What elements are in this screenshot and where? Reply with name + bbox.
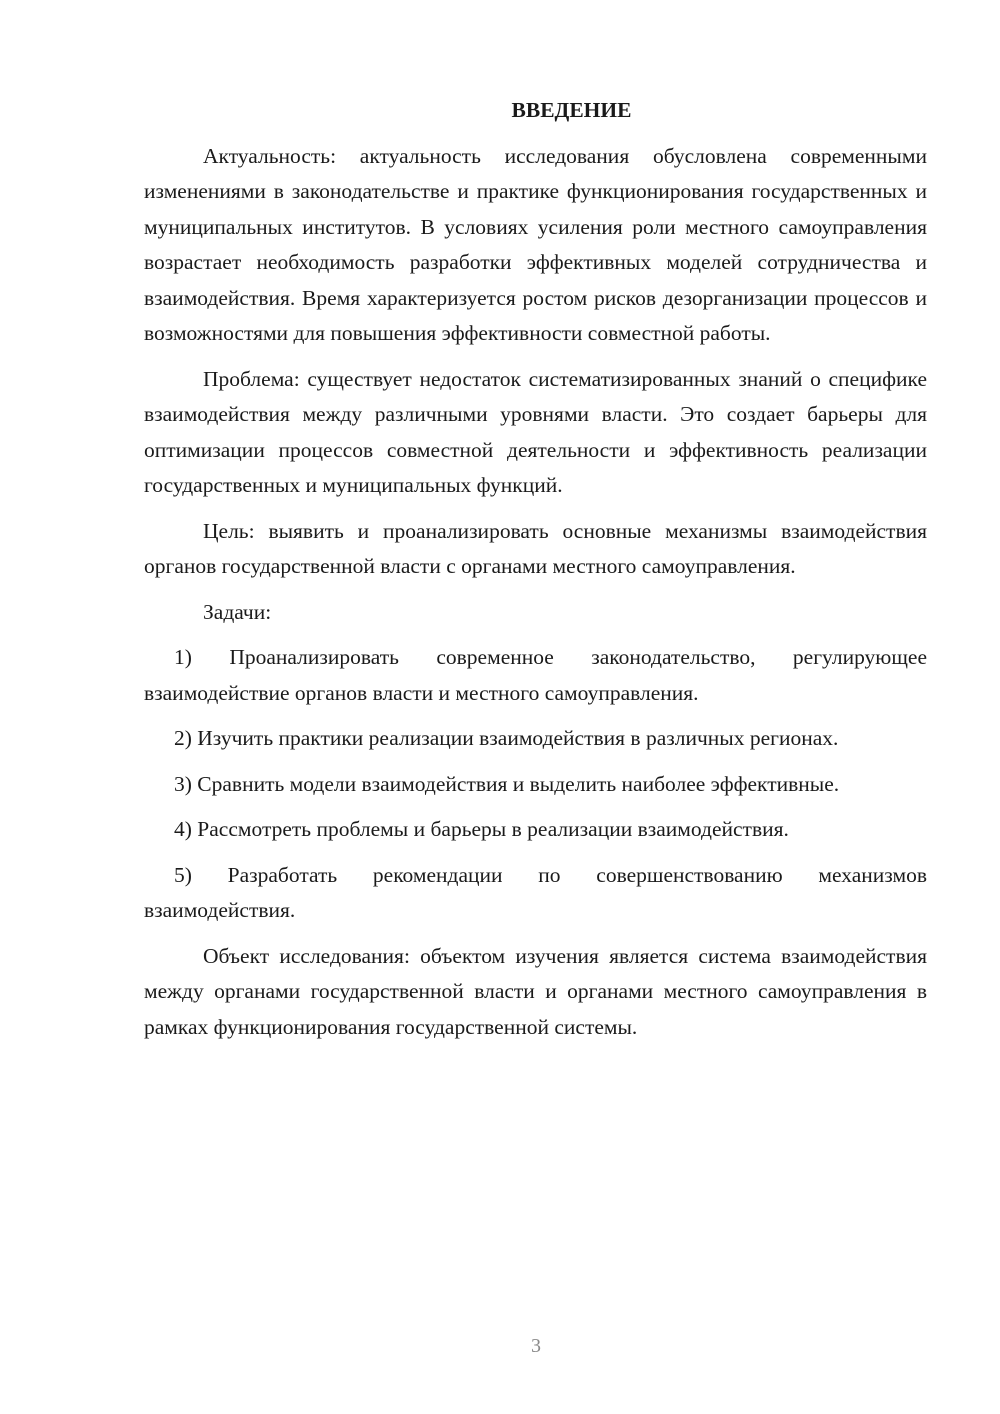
paragraph-relevance: Актуальность: актуальность исследования обусловлена современными изменениями в законодательстве и практике функционирования государственных и муниципальных институтов. В условиях усиления роли местного самоуправления возрастает необходимость разработки эффективных моделей сотрудничества и взаимодействия. Время характеризуется ростом рисков дезорганизации процессов и возможностями для повышения эффективности совместной работы. [144, 143, 927, 345]
task-item-5: 5) Разработать рекомендации по совершенствованию механизмов взаимодействия. [144, 862, 927, 922]
page-content [144, 93, 927, 1045]
paragraph-tasks-heading: Задачи: [203, 599, 272, 624]
task-item-2: 2) Изучить практики реализации взаимодействия в различных регионах. [174, 726, 839, 750]
section-title: ВВЕДЕНИЕ [511, 98, 632, 122]
paragraph-problem: Проблема: существует недостаток систематизированных знаний о специфике взаимодействия между различными уровнями власти. Это создает барьеры для оптимизации процессов совместной деятельности и эффективность реализации государственных и муниципальных функций. [144, 366, 927, 497]
page-number: 3 [531, 1335, 541, 1357]
paragraph-object: Объект исследования: объектом изучения является система взаимодействия между органами государственной власти и органами местного самоуправления в рамках функционирования государственной системы. [144, 943, 927, 1039]
paragraph-goal: Цель: выявить и проанализировать основные механизмы взаимодействия органов государственной власти с органами местного самоуправления. [144, 518, 927, 578]
task-item-1: 1) Проанализировать современное законодательство, регулирующее взаимодействие органов власти и местного самоуправления. [144, 645, 927, 705]
task-item-3: 3) Сравнить модели взаимодействия и выделить наиболее эффективные. [174, 771, 840, 796]
task-item-4: 4) Рассмотреть проблемы и барьеры в реализации взаимодействия. [174, 817, 789, 841]
